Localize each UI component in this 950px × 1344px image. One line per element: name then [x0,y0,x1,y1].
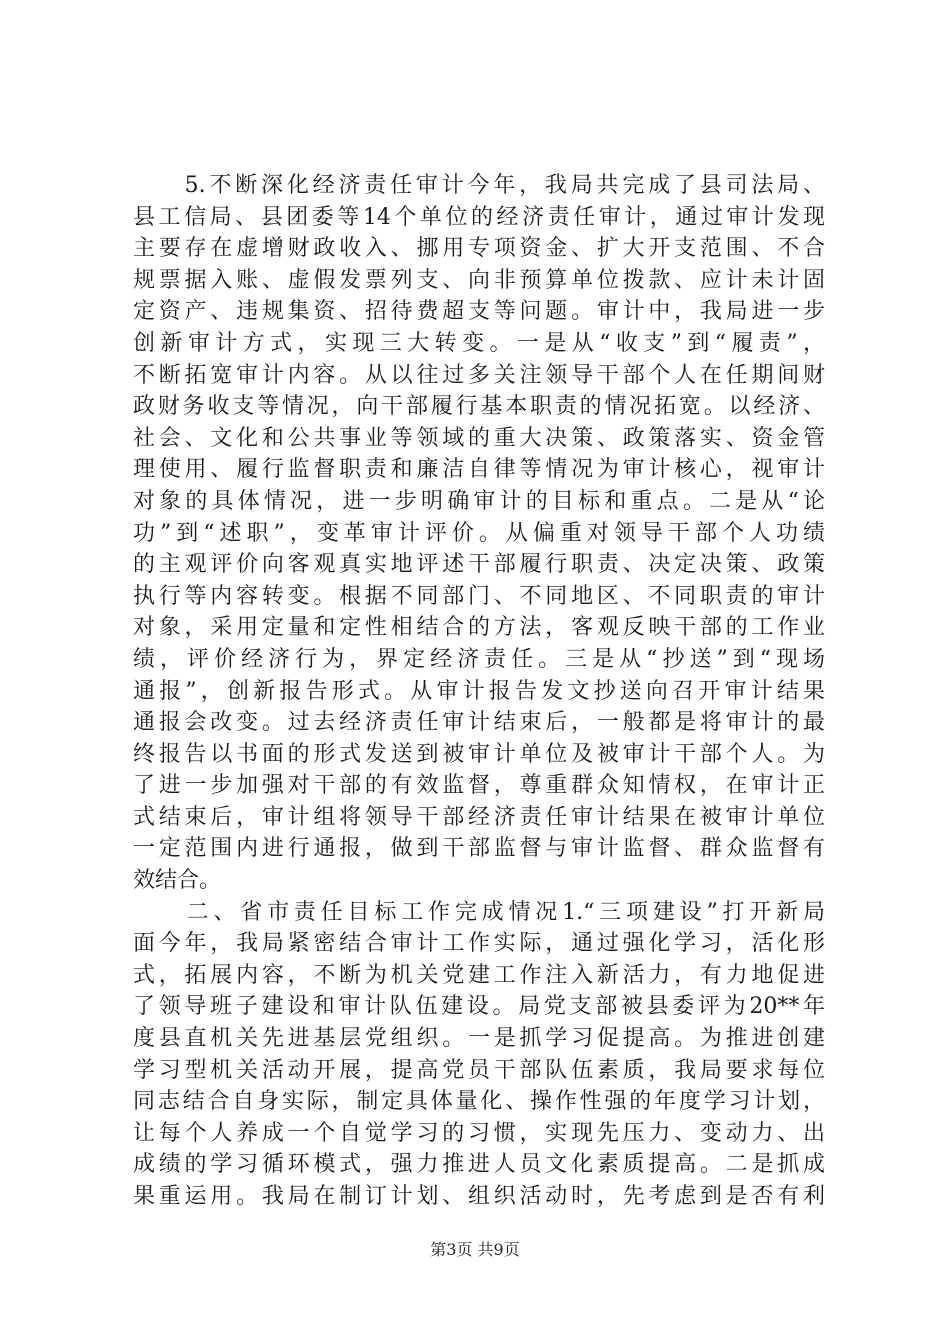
text-line: 5.不断深化经济责任审计今年，我局共完成了县司法局、 [133,173,825,198]
text-line: 果重运用。我局在制订计划、组织活动时，先考虑到是否有利 [133,1184,825,1209]
text-line: 社会、文化和公共事业等领域的重大决策、政策落实、资金管 [133,425,825,451]
text-line: 政财务收支等情况，向干部履行基本职责的情况拓宽。以经济、 [133,394,825,420]
text-line: 主要存在虚增财政收入、挪用专项资金、扩大开支范围、不合 [133,236,825,262]
text-line: 式结束后，审计组将领导干部经济责任审计结果在被审计单位 [133,804,825,830]
text-line: 对象的具体情况，进一步明确审计的目标和重点。二是从“论 [133,488,825,514]
text-line: 绩，评价经济行为，界定经济责任。三是从“抄送”到“现场 [133,646,825,672]
text-line: 不断拓宽审计内容。从以往过多关注领导干部个人在任期间财 [133,362,825,388]
text-line: 创新审计方式，实现三大转变。一是从“收支”到“履责”， [133,330,825,356]
text-line: 一定范围内进行通报，做到干部监督与审计监督、群众监督有 [133,836,825,862]
text-line: 理使用、履行监督职责和廉洁自律等情况为审计核心，视审计 [133,457,825,483]
text-line: 效结合。 [133,868,222,894]
text-line: 对象，采用定量和定性相结合的方法，客观反映干部的工作业 [133,615,825,641]
text-line: 让每个人养成一个自觉学习的习惯，实现先压力、变动力、出 [133,1120,825,1146]
text-line: 通报会改变。过去经济责任审计结束后，一般都是将审计的最 [133,710,825,736]
text-line: 学习型机关活动开展，提高党员干部队伍素质，我局要求每位 [133,1057,825,1083]
text-line: 二、省市责任目标工作完成情况1.“三项建设”打开新局 [133,899,825,925]
text-line: 执行等内容转变。根据不同部门、不同地区、不同职责的审计 [133,583,825,609]
text-line: 终报告以书面的形式发送到被审计单位及被审计干部个人。为 [133,741,825,767]
document-body [133,170,825,1213]
text-line: 规票据入账、虚假发票列支、向非预算单位拨款、应计未计固 [133,267,825,293]
text-line: 式，拓展内容，不断为机关党建工作注入新活力，有力地促进 [133,962,825,988]
text-line: 了进一步加强对干部的有效监督，尊重群众知情权，在审计正 [133,773,825,799]
text-line: 面今年，我局紧密结合审计工作实际，通过强化学习，活化形 [133,931,825,957]
text-line: 度县直机关先进基层党组织。一是抓学习促提高。为推进创建 [133,1026,825,1052]
text-line: 了领导班子建设和审计队伍建设。局党支部被县委评为20**年 [133,994,825,1020]
text-line: 同志结合自身实际，制定具体量化、操作性强的年度学习计划， [133,1089,825,1115]
text-line: 功”到“述职”，变革审计评价。从偏重对领导干部个人功绩 [133,520,825,546]
text-line: 定资产、违规集资、招待费超支等问题。审计中，我局进一步 [133,299,825,325]
text-line: 的主观评价向客观真实地评述干部履行职责、决定决策、政策 [133,552,825,578]
page-number-footer: 第3页 共9页 [430,1240,520,1259]
text-line: 成绩的学习循环模式，强力推进人员文化素质提高。二是抓成 [133,1152,825,1178]
text-line: 通报”，创新报告形式。从审计报告发文抄送向召开审计结果 [133,678,825,704]
text-line: 县工信局、县团委等14个单位的经济责任审计，通过审计发现 [133,204,825,230]
